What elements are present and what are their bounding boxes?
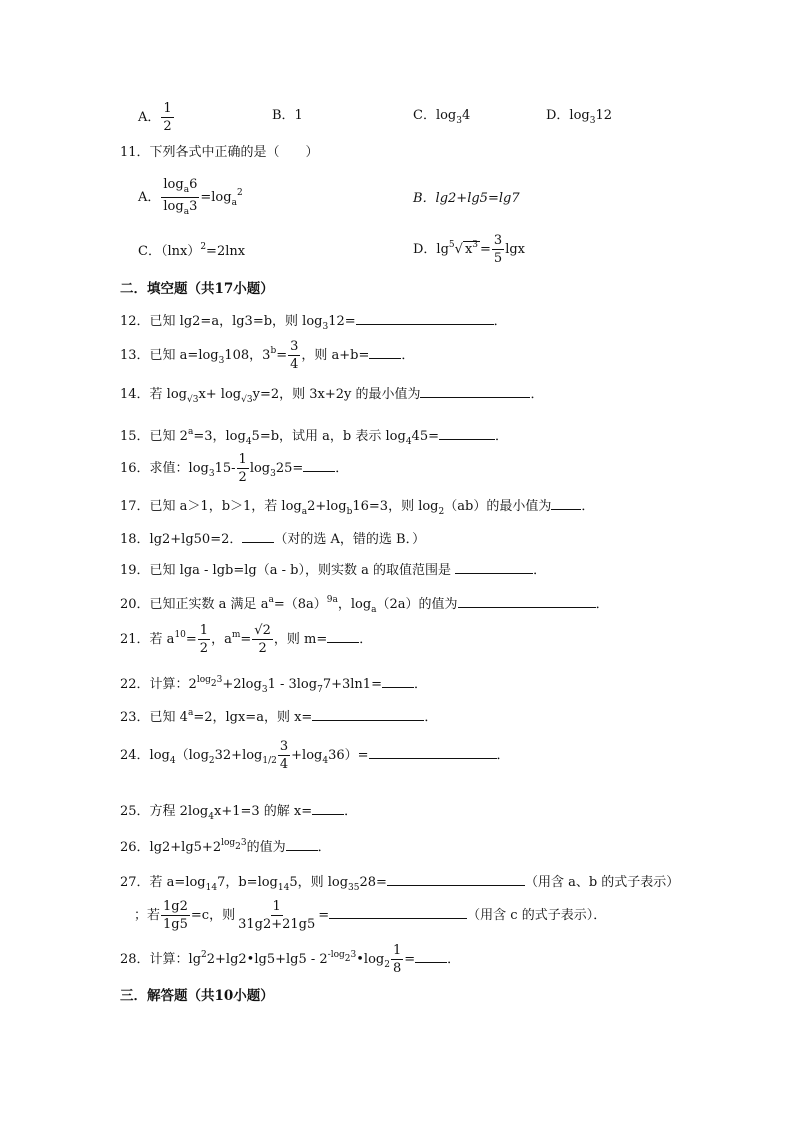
q28: 28．计算：$\lg^22+\lg 2•\lg 5+\lg 5$ - $2^{-log_23}•\log_2$ $\frac{1}{8}$ = ． xyxy=(120,943,461,976)
q10-option-d: D．$\log_312$ xyxy=(546,108,613,126)
section-title-fill-in: 二．填空题（共17小题） xyxy=(120,281,274,297)
q12: 12．已知 lg2=a，lg3=b，则 $\log_312=$ ． xyxy=(120,314,507,332)
q27-line2: ；若 $\frac{1g2}{1g5}$ =c，则 $\frac{1}{31g2+21g5}$ = （用含 c 的式子表示）． xyxy=(134,899,607,932)
q13: 13．已知 $a=\log_3108$，$3^b=$ $\frac{3}{4}$ ，则 a+b= ． xyxy=(120,339,415,372)
q11-option-c: C．$(\ln x)^2=2\ln x$ xyxy=(138,242,246,259)
q22: 22．计算：$2^{log_23}+2\log_31 - 3\log_77+3\ln 1=$ ． xyxy=(120,675,427,695)
q21: 21．若 $a^{10}=$ $\frac{1}{2}$ ，$a^m=$ $\frac{√2}{2}$ ，则 m= ． xyxy=(120,623,373,656)
q11-stem: 11．下列各式中正确的是（ ） xyxy=(120,145,319,160)
q25: 25．方程 $2\log_4x+1=3$ 的解 x= ． xyxy=(120,804,358,822)
q11-option-b: B．lg2+lg5=lg7 xyxy=(413,191,520,206)
q15: 15．已知 $2^a=3$，$\log_45=b$，试用 a，b 表示 $\log_445=$ ． xyxy=(120,427,508,447)
q14: 14．若 $\log_{√3}x+ \log_{√3}y=2$，则 3x+2y 的最小值为 ． xyxy=(120,387,544,405)
q18: 18．lg2+lg50=2． （对的选 A，错的选 B．） xyxy=(120,532,426,547)
q20: 20．已知正实数 a 满足 $a^a=(8a)^{9a}$，$\log_a(2a)$的值为 ． xyxy=(120,595,609,615)
q10-option-b: B．1 xyxy=(272,108,303,123)
q26: 26．$\lg 2+\lg 5+2^{log_23}$的值为 ． xyxy=(120,838,331,855)
q10-option-a: A． $\frac{1}{2}$ xyxy=(138,101,172,134)
q23: 23．已知 $4^a=2$，lgx=a，则 x= ． xyxy=(120,708,438,725)
q19: 19．已知 lga - lgb=lg（a - b），则实数 a 的取值范围是 ． xyxy=(120,563,547,578)
q17: 17．已知 a＞1，b＞1，若 $\log_a2+\log_b16=3$，则 $\log_2(ab)$的最小值为 ． xyxy=(120,499,595,517)
q24: 24．$\log_4(\log_232+\log_{1/2}$ $\frac{3}{4}$ $+\log_436)=$ ． xyxy=(120,739,510,772)
section-title-solutions: 三．解答题（共10小题） xyxy=(120,988,274,1004)
q16: 16．求值：$\log_315-$ $\frac{1}{2}$ $\log_325=$ ． xyxy=(120,452,349,485)
q11-option-a: A． $\frac{\log_a6}{\log_a3}$ $=\log_a^2$ xyxy=(138,177,243,217)
q11-option-d: D．$\lg^5√$ $x^3$ = $\frac{3}{5}$ lgx xyxy=(413,233,526,266)
q10-option-c: C．$\log_34$ xyxy=(413,108,471,126)
q27-line1: 27．若 $a=\log_{14}7$，$b=\log_{14}5$，则 $\log_{35}28=$ （用含 a、b 的式子表示） xyxy=(120,875,680,893)
